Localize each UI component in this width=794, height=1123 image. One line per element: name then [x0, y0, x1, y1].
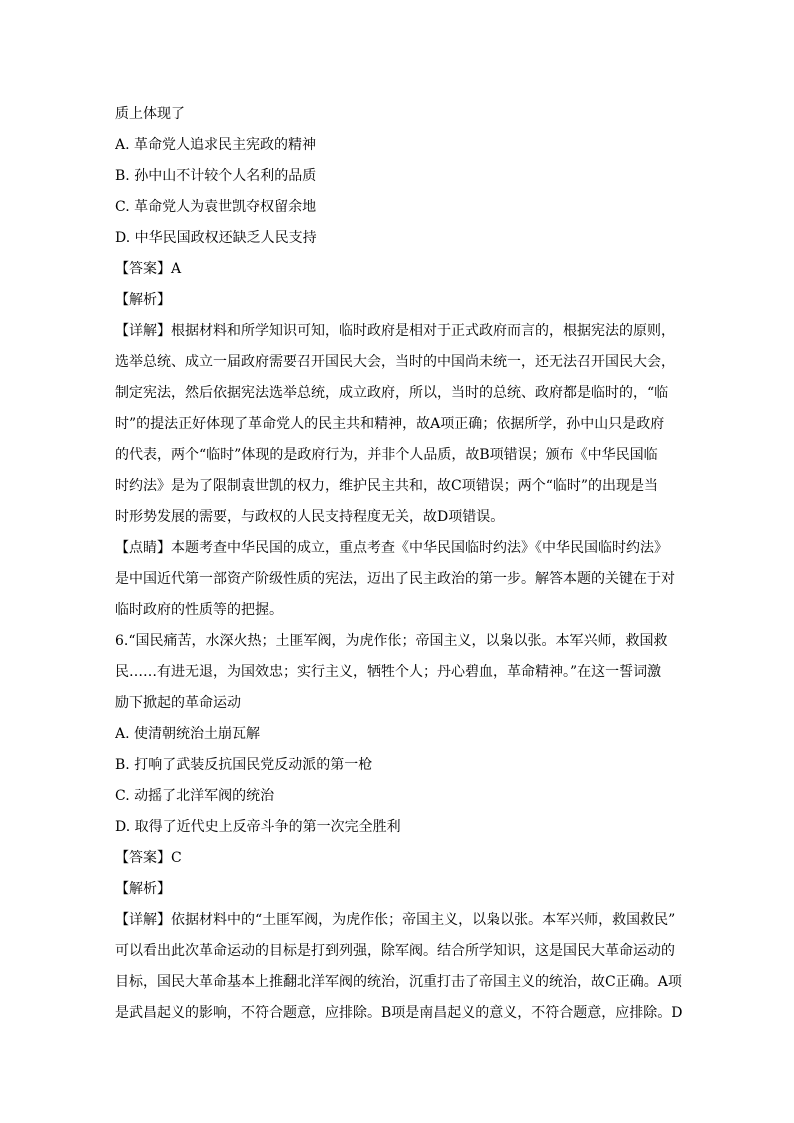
- question-stem-line: 6.“国民痛苦，水深火热；土匪军阀，为虎作伥；帝国主义，以枭以张。本军兴师，救国救: [115, 633, 668, 649]
- answer-label: 【答案】C: [115, 850, 182, 866]
- option-a: A. 革命党人追求民主宪政的精神: [115, 137, 317, 153]
- option-d: D. 取得了近代史上反帝斗争的第一次完全胜利: [115, 819, 401, 835]
- detail-line: 时形势发展的需要，与政权的人民支持程度无关，故D项错误。: [115, 509, 505, 525]
- point-line: 【点睛】本题考查中华民国的成立，重点考查《中华民国临时约法》《中华民国临时约法》: [115, 540, 668, 556]
- detail-line: 【详解】依据材料中的“土匪军阀，为虎作伥；帝国主义，以枭以张。本军兴师，救国救民”: [115, 912, 676, 928]
- option-d: D. 中华民国政权还缺乏人民支持: [115, 230, 317, 246]
- point-line: 是中国近代第一部资产阶级性质的宪法，迈出了民主政治的第一步。解答本题的关键在于对: [115, 571, 675, 587]
- analysis-heading: 【解析】: [115, 881, 171, 897]
- detail-line: 可以看出此次革命运动的目标是打到列强，除军阀。结合所学知识，这是国民大革命运动的: [115, 943, 675, 959]
- analysis-heading: 【解析】: [115, 292, 171, 308]
- detail-line: 是武昌起义的影响，不符合题意，应排除。B项是南昌起义的意义，不符合题意，应排除。D: [115, 1005, 683, 1021]
- detail-line: 目标，国民大革命基本上推翻北洋军阀的统治，沉重打击了帝国主义的统治，故C正确。A项: [115, 974, 682, 990]
- detail-line: 时”的提法正好体现了革命党人的民主共和精神，故A项正确；依据所学，孙中山只是政府: [115, 416, 665, 432]
- option-c: C. 革命党人为袁世凯夺权留余地: [115, 199, 317, 215]
- detail-line: 选举总统、成立一届政府需要召开国民大会，当时的中国尚未统一，还无法召开国民大会，: [115, 354, 675, 370]
- question-stem-line: 质上体现了: [115, 106, 185, 122]
- option-b: B. 孙中山不计较个人名利的品质: [115, 168, 317, 184]
- detail-line: 制定宪法，然后依据宪法选举总统，成立政府，所以，当时的总统、政府都是临时的，“临: [115, 385, 669, 401]
- question-stem-line: 民……有进无退，为国效忠；实行主义，牺牲个人；丹心碧血，革命精神。”在这一誓词激: [115, 664, 662, 680]
- detail-line: 【详解】根据材料和所学知识可知，临时政府是相对于正式政府而言的，根据宪法的原则，: [115, 323, 675, 339]
- question-stem-line: 励下掀起的革命运动: [115, 695, 241, 711]
- option-b: B. 打响了武装反抗国民党反动派的第一枪: [115, 757, 373, 773]
- detail-line: 的代表，两个“临时”体现的是政府行为，并非个人品质，故B项错误；颁布《中华民国临: [115, 447, 658, 463]
- option-c: C. 动摇了北洋军阀的统治: [115, 788, 275, 804]
- option-a: A. 使清朝统治土崩瓦解: [115, 726, 261, 742]
- point-line: 临时政府的性质等的把握。: [115, 602, 283, 618]
- detail-line: 时约法》是为了限制袁世凯的权力，维护民主共和，故C项错误；两个“临时”的出现是当: [115, 478, 659, 494]
- answer-label: 【答案】A: [115, 261, 182, 277]
